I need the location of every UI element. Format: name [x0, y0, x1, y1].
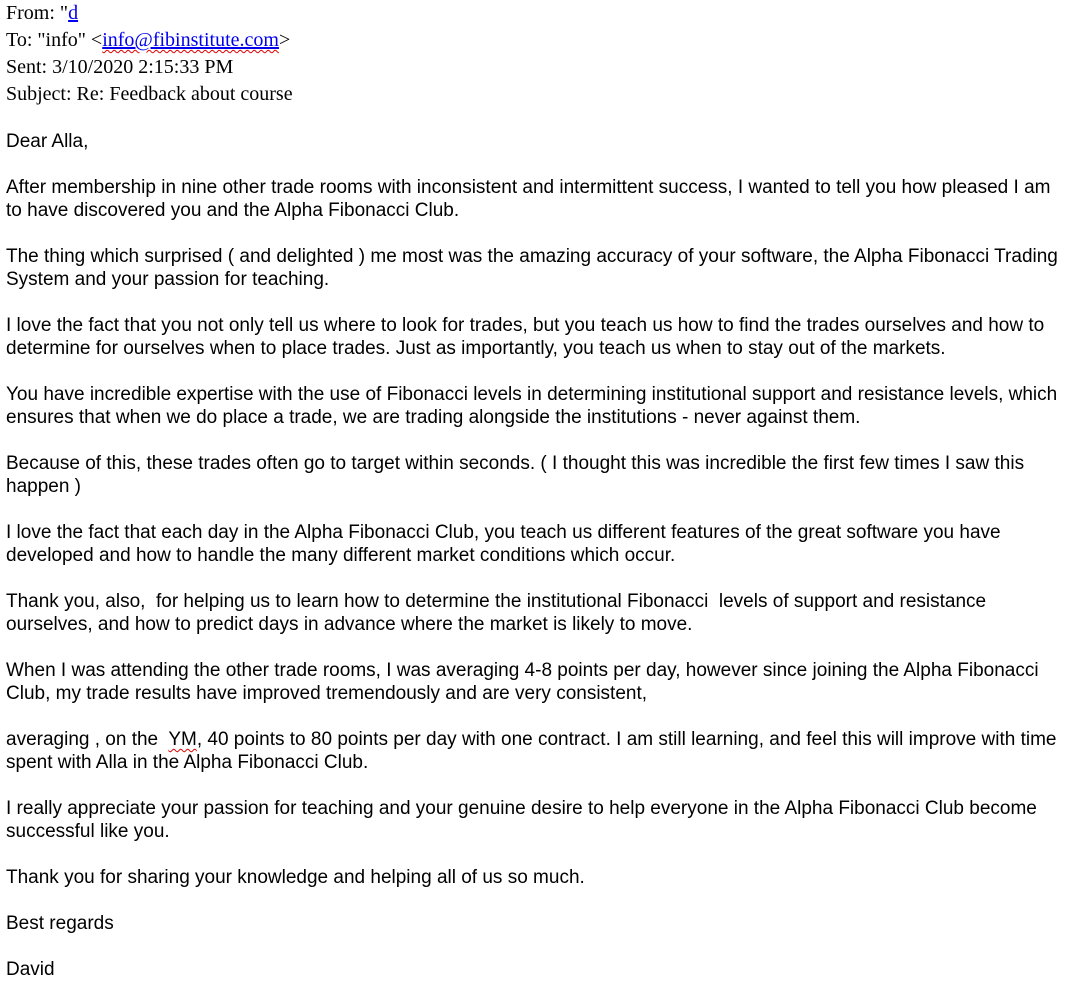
to-email-link[interactable] — [102, 29, 279, 51]
paragraph-2: The thing which surprised ( and delighted ) me most was the amazing accuracy of your software, the Alpha Fibonacci Trading System and your passion for teaching. — [6, 246, 1064, 290]
signature: David — [6, 959, 55, 980]
paragraph-10: I really appreciate your passion for teaching and your genuine desire to help everyone in the Alpha Fibonacci Club become successful like you. — [6, 798, 1043, 842]
email-header — [6, 0, 293, 108]
misspelled-word: YM — [168, 729, 197, 750]
paragraph-1: After membership in nine other trade rooms with inconsistent and intermittent success, I wanted to tell you how pleased I am to have discovered you and the Alpha Fibonacci Club. — [6, 177, 1056, 221]
greeting: Dear Alla, — [6, 131, 89, 152]
to-line — [6, 27, 293, 54]
paragraph-8: When I was attending the other trade rooms, I was averaging 4-8 points per day, however since joining the Alpha Fibonacci Club, my trade results have improved tremendously and are very consistent, — [6, 660, 1044, 704]
to-label: To: "info" < — [6, 29, 103, 51]
from-line — [6, 0, 293, 27]
paragraph-9-end: , 40 points to 80 points per day with one contract. I am still learning, and feel this will improve with time spent with Alla in the Alpha Fibonacci Club. — [6, 729, 1062, 773]
to-close: > — [278, 29, 291, 51]
subject-line: Subject: Re: Feedback about course — [6, 83, 293, 105]
paragraph-9-start: averaging , on the — [6, 729, 169, 750]
closing: Best regards — [6, 913, 114, 934]
from-label: From: " — [6, 2, 69, 24]
sent-line: Sent: 3/10/2020 2:15:33 PM — [6, 56, 234, 78]
paragraph-3: I love the fact that you not only tell us where to look for trades, but you teach us how to find the trades ourselves and how to determine for ourselves when to place trades. Just as importantly, you teach us when to stay out of the markets. — [6, 315, 1050, 359]
paragraph-5: Because of this, these trades often go to target within seconds. ( I thought this was incredible the first few times I saw this happen ) — [6, 453, 1030, 497]
from-link[interactable]: d — [68, 2, 79, 24]
paragraph-4: You have incredible expertise with the use of Fibonacci levels in determining institutional support and resistance levels, which ensures that when we do place a trade, we are trading alongside the institutions - never against them. — [6, 384, 1063, 428]
email-body — [6, 130, 1064, 988]
paragraph-7: Thank you, also, for helping us to learn how to determine the institutional Fibonacci levels of support and resistance ourselves, and how to predict days in advance where the market is likely to move. — [6, 591, 992, 635]
paragraph-9 — [6, 728, 1064, 774]
paragraph-6: I love the fact that each day in the Alpha Fibonacci Club, you teach us different features of the great software you have developed and how to handle the many different market conditions which occur. — [6, 522, 1006, 566]
to-email-text: info@fibinstitute.com — [102, 29, 279, 51]
paragraph-11: Thank you for sharing your knowledge and helping all of us so much. — [6, 867, 585, 888]
